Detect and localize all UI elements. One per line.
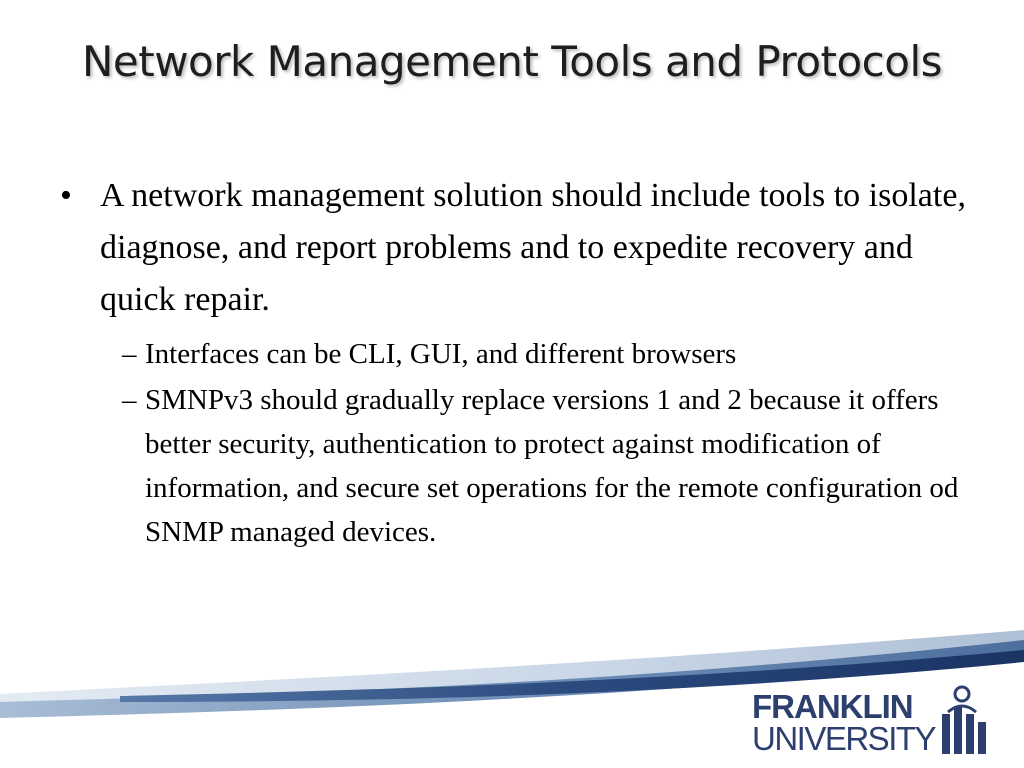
slide-content: [58, 170, 978, 556]
slide-title: Network Management Tools and Protocols: [81, 37, 943, 86]
logo-line-2: UNIVERSITY: [752, 720, 936, 757]
sub-bullet-list: [58, 332, 978, 554]
sub-bullet-item: [58, 378, 978, 554]
franklin-university-mark-icon: [940, 684, 988, 756]
sub-bullet-marker: –: [122, 338, 137, 370]
sub-bullet-text: SMNPv3 should gradually replace versions 1 and 2 because it offers better security, authentication to protect against modification of information, and secure set operations for the remote configuration od SNMP managed devices.: [145, 384, 959, 548]
logo-line-1: FRANKLIN: [752, 688, 913, 725]
sub-bullet-marker: –: [122, 384, 137, 416]
bullet-marker: •: [60, 177, 72, 214]
sub-bullet-text: Interfaces can be CLI, GUI, and different browsers: [145, 338, 737, 370]
sub-bullet-item: [58, 332, 978, 376]
franklin-university-logo: [752, 684, 992, 760]
bullet-text: A network management solution should include tools to isolate, diagnose, and report problems and to expedite recovery and quick repair.: [100, 177, 966, 318]
bullet-item: [58, 170, 978, 326]
